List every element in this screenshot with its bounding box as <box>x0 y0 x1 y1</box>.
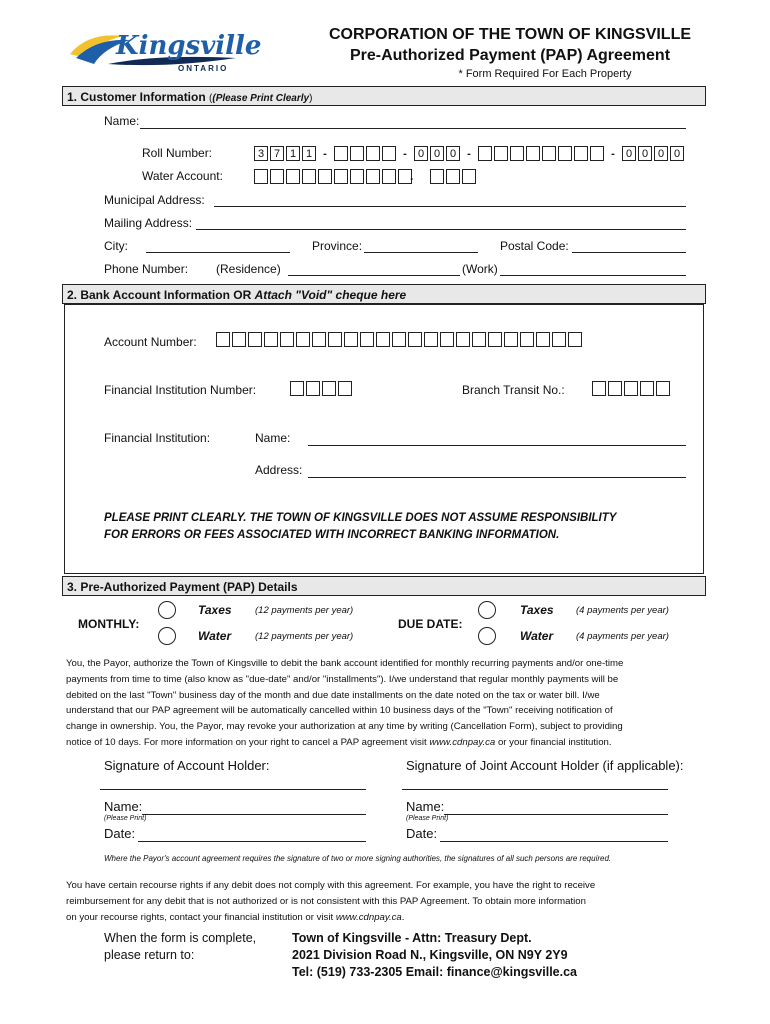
joint-date-field[interactable] <box>440 841 668 842</box>
water-dot: . <box>410 169 414 183</box>
digit-cell[interactable] <box>462 169 476 184</box>
digit-cell[interactable]: - <box>403 148 407 160</box>
digit-cell[interactable] <box>542 146 556 161</box>
joint-holder-signature-label: Signature of Joint Account Holder (if applicable): <box>406 758 684 773</box>
financial-institution-label: Financial Institution: <box>104 431 211 445</box>
banking-warning: PLEASE PRINT CLEARLY. THE TOWN OF KINGSVILLE DOES NOT ASSUME RESPONSIBILITY FOR ERRORS OR FEES ASSOCIATED WITH INCORRECT BANKING INFORMATION. <box>104 512 617 541</box>
digit-cell[interactable]: 0 <box>638 146 652 161</box>
digit-cell[interactable] <box>440 332 454 347</box>
due-water-label: Water <box>520 629 554 643</box>
due-water-note: (4 payments per year) <box>576 631 669 642</box>
account-number-label: Account Number: <box>104 335 197 349</box>
digit-cell[interactable] <box>624 381 638 396</box>
digit-cell[interactable]: 0 <box>622 146 636 161</box>
monthly-water-note: (12 payments per year) <box>255 631 354 642</box>
digit-cell[interactable] <box>318 169 332 184</box>
digit-cell[interactable] <box>376 332 390 347</box>
digit-cell[interactable] <box>290 381 304 396</box>
digit-cell[interactable] <box>424 332 438 347</box>
digit-cell[interactable] <box>264 332 278 347</box>
digit-cell[interactable] <box>408 332 422 347</box>
digit-cell[interactable] <box>360 332 374 347</box>
branch-transit-field[interactable] <box>592 381 672 396</box>
digit-cell[interactable] <box>216 332 230 347</box>
digit-cell[interactable] <box>504 332 518 347</box>
digit-cell[interactable] <box>590 146 604 161</box>
digit-cell[interactable] <box>280 332 294 347</box>
digit-cell[interactable] <box>382 169 396 184</box>
digit-cell[interactable] <box>552 332 566 347</box>
monthly-water-checkbox[interactable] <box>158 627 176 645</box>
digit-cell[interactable] <box>558 146 572 161</box>
monthly-taxes-note: (12 payments per year) <box>255 605 354 616</box>
digit-cell[interactable] <box>574 146 588 161</box>
digit-cell[interactable]: - <box>611 148 615 160</box>
joint-date-label: Date: <box>406 826 438 841</box>
section-3-header: 3. Pre-Authorized Payment (PAP) Details <box>62 576 706 596</box>
water-account-label: Water Account: <box>142 169 223 183</box>
digit-cell[interactable] <box>608 381 622 396</box>
digit-cell[interactable] <box>366 169 380 184</box>
water-account-field[interactable] <box>254 169 414 184</box>
joint-holder-signature-field[interactable] <box>402 789 668 790</box>
digit-cell[interactable] <box>510 146 524 161</box>
mailing-address-label: Mailing Address: <box>104 216 193 230</box>
roll-number-field[interactable] <box>254 146 686 161</box>
digit-cell[interactable] <box>312 332 326 347</box>
roll-number-label: Roll Number: <box>142 146 213 160</box>
digit-cell[interactable] <box>382 146 396 161</box>
name-field[interactable] <box>140 128 686 129</box>
institution-address-field[interactable] <box>308 477 686 478</box>
digit-cell[interactable] <box>248 332 262 347</box>
name-label: Name: <box>104 114 140 128</box>
digit-cell[interactable] <box>350 169 364 184</box>
digit-cell[interactable] <box>640 381 654 396</box>
account-holder-signature-field[interactable] <box>100 789 366 790</box>
monthly-taxes-label: Taxes <box>198 603 232 617</box>
digit-cell[interactable] <box>270 169 284 184</box>
digit-cell[interactable] <box>592 381 606 396</box>
digit-cell[interactable] <box>302 169 316 184</box>
form-title: CORPORATION OF THE TOWN OF KINGSVILLE <box>328 26 692 43</box>
digit-cell[interactable] <box>232 332 246 347</box>
kingsville-logo <box>68 24 262 74</box>
return-address: Town of Kingsville - Attn: Treasury Dept. 2021 Division Road N., Kingsville, ON N9Y 2Y9 Tel: (519) 733-2305 Email: finance@kingsville.ca <box>292 931 578 979</box>
digit-cell[interactable] <box>536 332 550 347</box>
account-number-field[interactable] <box>216 332 584 347</box>
digit-cell[interactable] <box>456 332 470 347</box>
due-taxes-note: (4 payments per year) <box>576 605 669 616</box>
recourse-cdnpay-link[interactable]: www.cdnpay.ca <box>335 911 402 923</box>
section-2-header: 2. Bank Account Information OR Attach "Void" cheque here <box>62 284 706 304</box>
holder-date-label: Date: <box>104 826 136 841</box>
digit-cell[interactable]: 3 <box>254 146 268 161</box>
financial-institution-number-field[interactable] <box>290 381 354 396</box>
digit-cell[interactable] <box>334 146 348 161</box>
institution-address-label: Address: <box>255 463 303 477</box>
digit-cell[interactable]: 0 <box>670 146 684 161</box>
postal-code-field[interactable] <box>572 252 686 253</box>
digit-cell[interactable]: - <box>323 148 327 160</box>
section-1-header: 1. Customer Information ((Please Print Clearly) <box>62 86 706 106</box>
digit-cell[interactable] <box>568 332 582 347</box>
account-holder-signature-label: Signature of Account Holder: <box>104 758 270 773</box>
digit-cell[interactable] <box>366 146 380 161</box>
digit-cell[interactable] <box>526 146 540 161</box>
joint-name-field[interactable] <box>444 814 668 815</box>
holder-name-label: Name: <box>104 799 143 814</box>
digit-cell[interactable] <box>446 169 460 184</box>
svg-text:Kingsville: Kingsville <box>116 31 262 61</box>
digit-cell[interactable] <box>306 381 320 396</box>
digit-cell[interactable] <box>338 381 352 396</box>
digit-cell[interactable]: 0 <box>446 146 460 161</box>
residence-label: (Residence) <box>216 262 281 276</box>
holder-date-field[interactable] <box>138 841 366 842</box>
digit-cell[interactable] <box>488 332 502 347</box>
digit-cell[interactable] <box>254 169 268 184</box>
digit-cell[interactable] <box>322 381 336 396</box>
work-phone-field[interactable] <box>500 275 686 276</box>
due-date-label: DUE DATE: <box>398 617 463 631</box>
digit-cell[interactable] <box>472 332 486 347</box>
residence-phone-field[interactable] <box>288 275 460 276</box>
signing-authority-note: Where the Payor's account agreement requires the signature of two or more signing authorities, the signatures of all such persons are required. <box>104 854 612 863</box>
branch-transit-label: Branch Transit No.: <box>462 383 565 397</box>
digit-cell[interactable] <box>656 381 670 396</box>
monthly-taxes-checkbox[interactable] <box>158 601 176 619</box>
digit-cell[interactable] <box>430 169 444 184</box>
digit-cell[interactable] <box>478 146 492 161</box>
water-account-suffix-field[interactable] <box>430 169 478 184</box>
due-taxes-checkbox[interactable] <box>478 601 496 619</box>
recourse-paragraph: You have certain recourse rights if any debit does not comply with this agreement. For example, you have the right to receive reimbursement for any debit that is not authorized or is not consistent with this PAP Agreement. To obtain more information on your recourse rights, contact your financial institution or visit www.cdnpay.ca. <box>66 880 596 923</box>
digit-cell[interactable] <box>344 332 358 347</box>
authorization-paragraph: You, the Payor, authorize the Town of Kingsville to debit the bank account identified for monthly recurring payments and/or one-time payments from time to time (also know as "due-date" and/or "installments"). I/we understand that regular monthly payments will be debited on the last "Town" business day of the month and due date installments on the date noted on the tax or water bill. I/we understand that our PAP agreement will be automatically cancelled within 10 business days of the "Town" receiving notification of change in ownership. You, the Payor, may revoke your authorization at any time by writing (Cancellation Form), subject to providing notice of 10 days. For more information on your right to cancel a PAP agreement visit www.cdnpay.ca or your financial institution. <box>66 658 624 748</box>
postal-code-label: Postal Code: <box>500 239 569 253</box>
digit-cell[interactable]: 1 <box>302 146 316 161</box>
digit-cell[interactable] <box>334 169 348 184</box>
digit-cell[interactable] <box>286 169 300 184</box>
monthly-label: MONTHLY: <box>78 617 140 631</box>
digit-cell[interactable] <box>494 146 508 161</box>
digit-cell[interactable] <box>350 146 364 161</box>
digit-cell[interactable] <box>296 332 310 347</box>
digit-cell[interactable] <box>520 332 534 347</box>
joint-print-note: (Please Print) <box>406 815 449 822</box>
return-instructions: When the form is complete, please return to: <box>104 931 257 962</box>
mailing-address-field[interactable] <box>196 229 686 230</box>
due-water-checkbox[interactable] <box>478 627 496 645</box>
holder-print-note: (Please Print) <box>104 815 147 822</box>
monthly-water-label: Water <box>198 629 232 643</box>
cdnpay-link[interactable]: www.cdnpay.ca <box>429 736 496 748</box>
digit-cell[interactable] <box>328 332 342 347</box>
financial-institution-number-label: Financial Institution Number: <box>104 383 257 397</box>
digit-cell[interactable]: 0 <box>654 146 668 161</box>
joint-name-label: Name: <box>406 799 445 814</box>
holder-name-field[interactable] <box>142 814 366 815</box>
institution-name-field[interactable] <box>308 445 686 446</box>
digit-cell[interactable] <box>392 332 406 347</box>
due-taxes-label: Taxes <box>520 603 554 617</box>
digit-cell[interactable]: 0 <box>430 146 444 161</box>
digit-cell[interactable]: 7 <box>270 146 284 161</box>
work-label: (Work) <box>462 262 498 276</box>
form-subtitle: Pre-Authorized Payment (PAP) Agreement <box>349 47 671 64</box>
digit-cell[interactable]: 1 <box>286 146 300 161</box>
city-field[interactable] <box>146 252 290 253</box>
municipal-address-field[interactable] <box>214 206 686 207</box>
svg-text:ONTARIO: ONTARIO <box>178 64 229 73</box>
province-label: Province: <box>312 239 363 253</box>
phone-number-label: Phone Number: <box>104 262 189 276</box>
digit-cell[interactable]: - <box>467 148 471 160</box>
form-required-note: * Form Required For Each Property <box>458 68 632 80</box>
province-field[interactable] <box>364 252 478 253</box>
institution-name-label: Name: <box>255 431 291 445</box>
municipal-address-label: Municipal Address: <box>104 193 205 207</box>
digit-cell[interactable]: 0 <box>414 146 428 161</box>
city-label: City: <box>104 239 128 253</box>
